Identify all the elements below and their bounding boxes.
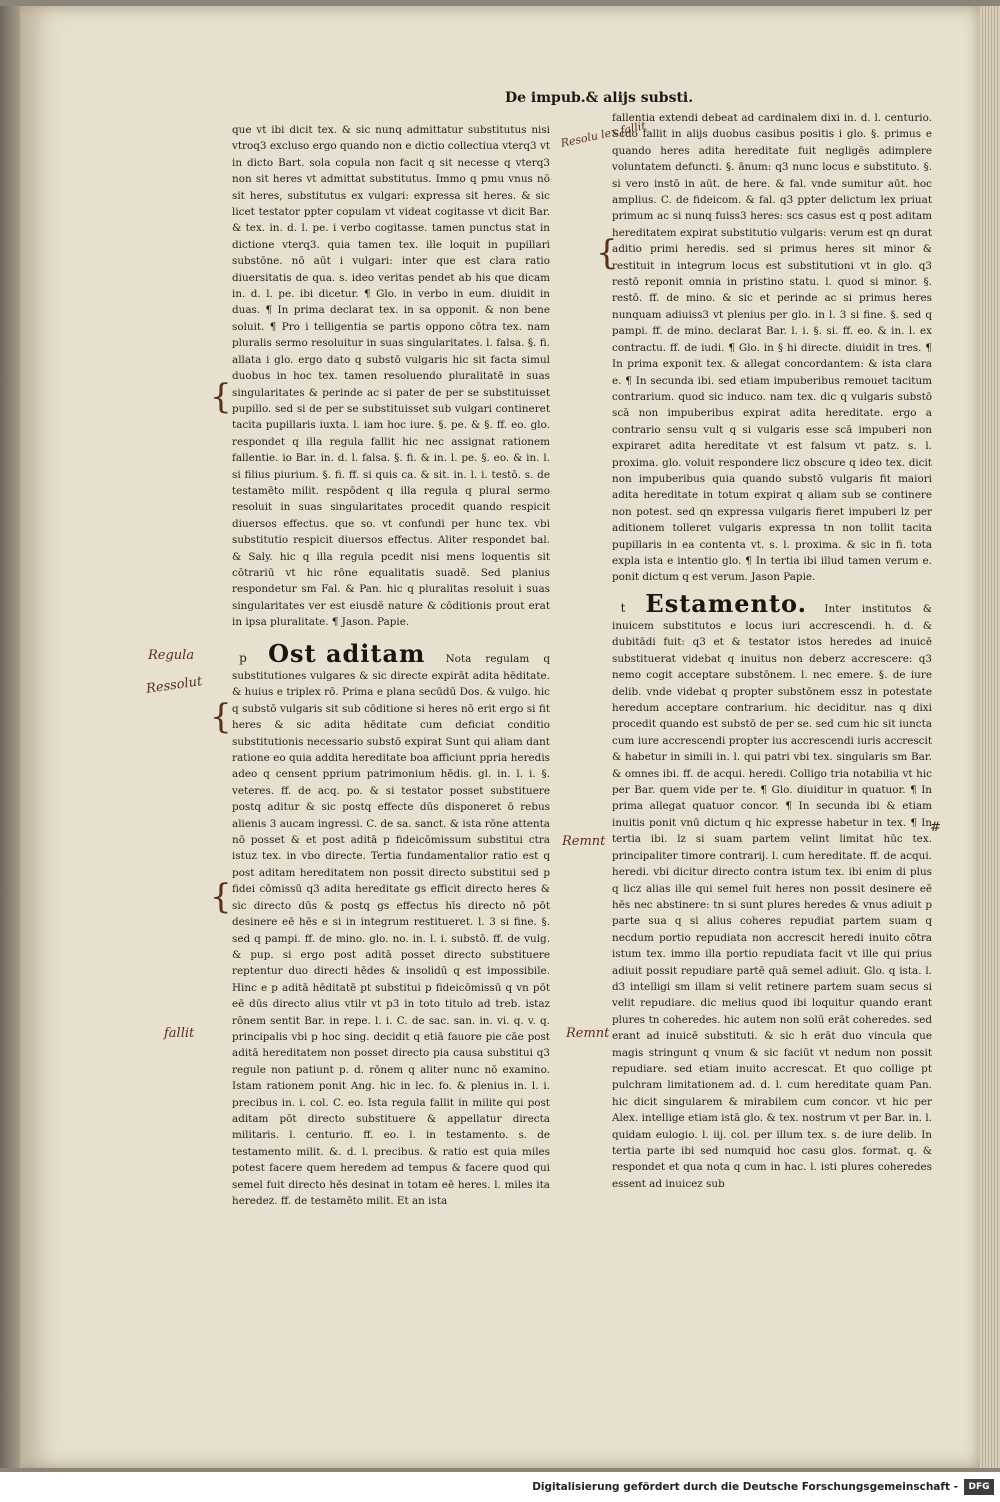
marginal-note-ressolut: Ressolut	[145, 674, 204, 697]
left-paragraph: que vt ibi dicit tex. & sic nunq admittatur substitutus nisi vtroq3 excluso ergo quando non e dictio collectiua vterq3 vt in dicto Bart. sola copula non facit q sit necesse q vterq3 non sit heres vt admittat substitutus. Immo q pmu vnus nō sit heres, substitutus ex vulgari: expressa sit heres. & sic licet testator ppter copulam vt videat cogitasse vt dicit Bar. & tex. in. d. l. pe. i verbo cogitasse. tamen punctus stat in dictione vterq3. quia tamen tex. ille loquit in pupillari substōne. nō aūt i vulgari: inter que est clara ratio diuersitatis de qua. s. ideo veritas pendet ab his que dicam in. d. l. pe. ibi dicetur. ¶ Glo. in verbo in eum. diuidit in duas. ¶ In prima declarat tex. in sa opponit. & non bene soluit. ¶ Pro i telligentia se partis oppono cōtra tex. nam pluralis sermo resoluitur in suas singularitates. l. falsa. §. fi. allata i glo. ergo dato q substō vulgaris hic sit facta simul duobus in hoc tex. tamen resoluendo pluralitatē in suas singularitates & perinde ac si pater de per se substituisset pupillo. sed si de per se substituisset sub vulgari contineret tacita pupillaris iuxta. l. iam hoc iure. §. pe. & §. ff. eo. glo. respondet q illa regula fallit hic nec assignat rationem fallentie. io Bar. in. d. l. falsa. §. fi. & in. l. pe. §. eo. & in. l. si filius piurium. §. fi. ff. si quis ca. & sit. in. l. i. testō. s. de testamēto milit. respōdent q illa regula q plural sermo resoluit in suas singularitates procedit quando respicit diuersos effectus. que so. vt confundi per hunc tex. vbi substitutio respicit diuersos effectus. Aliter respondet bal. & Saly. hic q illa regula pcedit nisi mens loquentis sit cōtrariū vt hic rōne equalitatis suadē. Sed planius respondetur sm Fal. & Pan. hic q pluralitas resoluit i suas singularitates ver est eiusdē nature & cōditionis prout erat in ipsa pluralitate. ¶ Jason. Papie.	[232, 124, 550, 629]
lemma-left-block	[232, 640, 550, 1209]
lemma-left-letter: p	[239, 651, 247, 665]
marginal-brace-4: {	[596, 233, 618, 273]
running-head: De impub.& alijs substi.	[505, 90, 694, 106]
lemma-right-block	[612, 590, 932, 1192]
marginal-note-remnt-2: Remnt	[566, 1026, 610, 1041]
marginal-brace-3: {	[210, 877, 232, 917]
lemma-right-headword: Estamento.	[645, 589, 807, 618]
page-edges	[980, 6, 1000, 1468]
book-gutter	[0, 6, 20, 1468]
lemma-left-text: Nota regulam q substitutiones vulgares & sic directe expirāt adita hēditate. & huius e triplex rō. Prima e plana secūdū Dos. & vulgo. hic q substō vulgaris sit sub cōditione si heres nō erit ergo si fit heres & sic adita hēditate cum deficiat conditio substitutionis necessario substō expirat Sunt qui aliam dant ratione eo quia addita hereditate boa afficiunt ppria heredis adeo q censent pprium patrimonium hēdis. gl. in. l. i. §. veteres. ff. de acq. po. & si testator posset substituere postq aditur & sic postq effecte dūs disponeret ō rebus alienis 3 aucam ingressi. C. de sa. sanct. & ista rōne attenta nō posset & et post aditā p fideicōmissum substitui ctra istuz tex. in vbo directe. Tertia fundamentalior ratio est q post aditam hereditatem non possit directo substitui sed p fidei cōmissū q3 adita hereditate gs efficit directo heres & sic directo dūs & postq gs effectus hīs directo nō pōt desinere eē hēs e si in integrum restitueret. l. 3 si fine. §. sed q pampi. ff. de mino. glo. no. in. l. i. substō. ff. de vulg. & pup. si ergo post aditā posset directo substituere reptentur duo directi hēdes & insolidū q est impossibile. Hinc e p aditā hēditatē pt substitui p fideicōmissū q vn pōt eē dūs directo alius vtilr vt p3 in toto titulo ad treb. istaz rōnem sentit Bar. in repe. l. i. C. de sac. san. in. vi. q. v. q. principalis vbi p hoc sing. decidit q etiā fauore pie cāe post aditā hereditatem non posset directo pia causa substitui q3 regule non patiunt p. d. rōnem q aliter nunc nō examino. Istam rationem ponit Ang. hic in lec. fo. & plenius in. l. i. precibus in. i. col. C. eo. Ista regula fallit in milite qui post aditam pōt directo substituere & appellatur directa militaris. l. centurio. ff. eo. l. in testamento. s. de testamento milit. &. d. l. precibus. & ratio est quia miles potest facere quem heredem ad tempus & facere quod qui semel fuit directo hēs desinat in totam eē heres. l. miles ita heredez. ff. de testamēto milit. Et an ista	[232, 653, 550, 1207]
digitization-footer	[0, 1472, 1000, 1502]
lemma-right-letter: t	[620, 601, 626, 615]
right-paragraph: fallentia extendi debeat ad cardinalem dixi in. d. l. centurio. Scdo fallit in alijs duobus casibus positis i glo. §. primus e quando heres adita hereditate fuit negligēs adimplere voluntatem defuncti. §. ānum: q3 nunc locus e substituto. §. si vero instō in aūt. de here. & fal. vnde sumitur aūt. hoc amplius. C. de fideicom. & fal. q3 ppter delictum lex priuat primum ac si nunq fuiss3 heres: scs casus est q post aditam hereditatem expirat substitutio vulgaris: verum est qn durat aditio primi heredis. sed si primus heres sit minor & restituit in integrum locus est substitutioni vt in glo. q3 restō reponit omnia in pristino statu. l. quod si minor. §. restō. ff. de mino. & sic et perinde ac si primus heres nunquam adiuiss3 vt plenius per glo. in l. 3 si fine. §. sed q pampi. ff. de mino. declarat Bar. l. i. §. si. ff. eo. & in. l. ex contractu. ff. de iudi. ¶ Glo. in § hi directe. diuidit in tres. ¶ In prima exponit tex. & allegat concordantem: & ista clara e. ¶ In secunda ibi. sed etiam impuberibus remouet tacitum contrarium. quod sic induco. nam tex. dic q vulgaris substō scā non impuberibus expirat adita hereditate. ergo a contrario sensu vult q si vulgaris esse scā impuberi non expiraret adita hereditate vt est falsum vt patz. s. l. proxima. glo. voluit respondere licz obscure q ideo tex. dicit non impuberibus quia quando substō vulgaris fit maiori adita hereditate in totum expirat q aliam sub se continere non potest. sed qn expressa vulgaris fieret impuberi lz per aditionem tolleret vulgaris expressa tn non tollit tacita pupillaris in ea contenta vt. s. l. proxima. & sic in fi. tota expla ista e intentio glo. ¶ In tertia ibi illud tamen verum e. ponit dictum q est verum. Jason Papie.	[612, 112, 932, 584]
marginal-brace-1: {	[210, 377, 232, 417]
lemma-right-text: Inter institutos & inuicem substitutos e locus iuri accrescendi. h. d. & dubitādi fuit: q3 et & testator istos heredes ad inuicē substituerat videbat q inuitus non deberz accrescere: q3 nemo cogit acceptare substōnem. l. nec emere. §. de iure delib. vnde videbat q propter substōnem essz in potestate heredum acceptare contrarium. hic deciditur. nas q dixi procedit quando est substō de per se. sed cum hic sit iuncta cum iure accrescendi propter ius accrescendi iuris accrescit & habetur in simili in. l. qui patri vbi tex. singularis sm Bar. & omnes ibi. ff. de acqui. heredi. Colligo tria notabilia vt hic per Bar. quem vide per te. ¶ Glo. diuiditur in quatuor. ¶ In prima allegat quatuor concor. ¶ In secunda ibi & etiam inuitis ponit vnū dictum q hic expresse habetur in tex. ¶ In tertia ibi. lz si suam partem velint limitat hūc tex. principaliter timore contrarij. l. cum hereditate. ff. de acqui. heredi. vbi dicitur directo contra istum tex. ibi enim di plus q licz alias ille qui semel fuit heres non possit desinere eē hēs nec abstinere: tn si sunt plures heredes & vnus adiuit p parte sua q si alius coheres repudiat partem suam q necdum portio repudiata non accrescit heredi inuito cōtra istum tex. immo illa portio repudiata facit vt ille qui prius adiuit possit repudiare partē quā semel adiuit. Glo. q ista. l. d3 intelligi sm illam si velit retinere partem suam secus si velit repudiare. dic melius quod ibi loquitur quando erant plures tn coheredes. hic autem non solū erāt coheredes. sed erant ad inuicē substituti. & sic h erāt duo vincula que magis stringunt q vnum & sic faciūt vt nedum non possit repudiare. sed etiam inuito accrescat. Et quo collige pt pulchram limitationem ad. d. l. cum hereditate quam Pan. hic dicit singularem & mirabilem cum concor. vt hic per Alex. intellige etiam istā glo. & tex. nostrum vt per Bar. in. l. quidam eulogio. l. iij. col. per illum tex. s. de iure delib. In tertia parte ibi sed numquid hoc casu glos. format. q. & respondet et qua nota q cum in hac. l. isti plures coheredes essent ad inuicez sub	[612, 603, 933, 1190]
marginal-note-regula: Regula	[148, 648, 195, 663]
left-column	[232, 122, 550, 631]
right-column	[612, 110, 932, 586]
dfg-logo: DFG	[964, 1479, 994, 1495]
lemma-left-headword: Ost aditam	[268, 639, 426, 668]
marginal-brace-2: {	[210, 697, 232, 737]
marginal-note-resolu: Resolu lex fallit	[559, 119, 647, 150]
marginal-note-fallit-left: fallit	[164, 1026, 195, 1041]
marginal-note-hash: #	[930, 820, 941, 835]
footer-credit: Digitalisierung gefördert durch die Deutsche Forschungsgemeinschaft -	[532, 1481, 958, 1493]
marginal-note-remnt-1: Remnt	[562, 834, 606, 849]
